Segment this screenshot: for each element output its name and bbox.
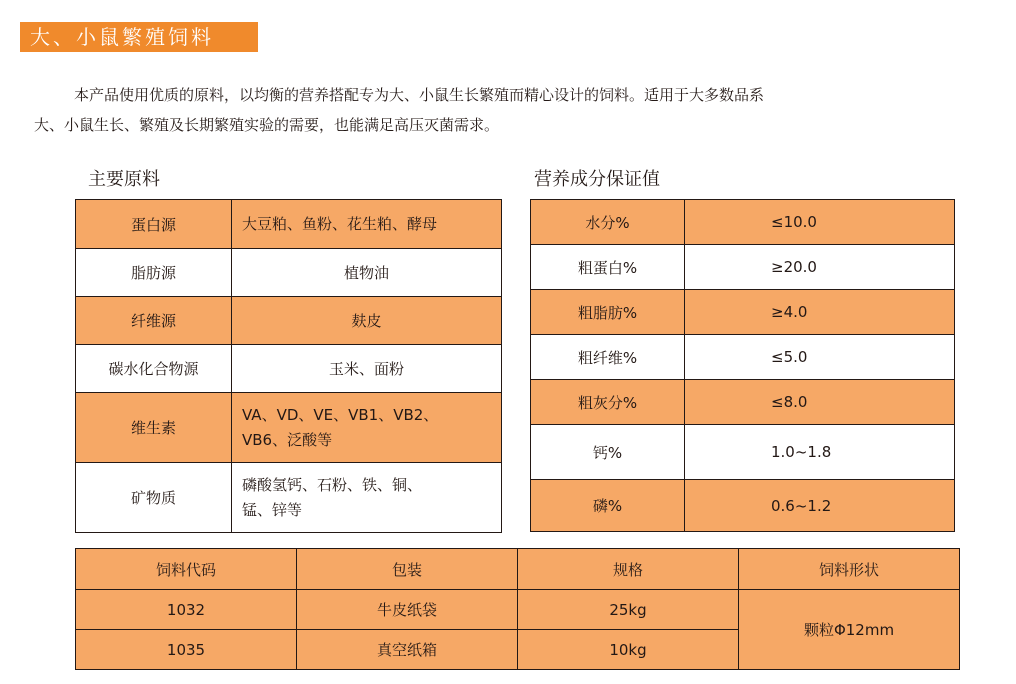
- feed-code: 1035: [76, 630, 297, 670]
- ingredient-value: VA、VD、VE、VB1、VB2、 VB6、泛酸等: [232, 393, 502, 463]
- nutrition-heading: 营养成分保证值: [534, 169, 660, 190]
- table-row: [76, 590, 960, 630]
- specs-table: [75, 548, 960, 670]
- table-row: [76, 393, 502, 463]
- ingredient-value: 麸皮: [232, 297, 502, 345]
- table-row: [531, 200, 955, 245]
- table-row: [531, 245, 955, 290]
- ingredient-name: 维生素: [76, 393, 232, 463]
- package-type: 真空纸箱: [297, 630, 518, 670]
- nutrient-value: ≤10.0: [685, 200, 955, 245]
- nutrient-name: 粗脂肪%: [531, 290, 685, 335]
- nutrient-value: 1.0~1.8: [685, 425, 955, 480]
- header-shape: 饲料形状: [739, 549, 960, 590]
- table-row: [76, 463, 502, 533]
- table-header-row: [76, 549, 960, 590]
- ingredient-name: 纤维源: [76, 297, 232, 345]
- header-code: 饲料代码: [76, 549, 297, 590]
- table-row: [76, 297, 502, 345]
- nutrient-name: 粗纤维%: [531, 335, 685, 380]
- ingredient-value: 植物油: [232, 249, 502, 297]
- nutrient-name: 粗蛋白%: [531, 245, 685, 290]
- ingredient-value: 大豆粕、鱼粉、花生粕、酵母: [232, 200, 502, 249]
- nutrient-value: ≥4.0: [685, 290, 955, 335]
- ingredients-table: [75, 199, 502, 533]
- package-size: 10kg: [518, 630, 739, 670]
- ingredient-name: 碳水化合物源: [76, 345, 232, 393]
- header-package: 包装: [297, 549, 518, 590]
- ingredients-heading: 主要原料: [88, 169, 160, 190]
- ingredient-name: 矿物质: [76, 463, 232, 533]
- nutrient-name: 水分%: [531, 200, 685, 245]
- feed-code: 1032: [76, 590, 297, 630]
- header-size: 规格: [518, 549, 739, 590]
- nutrient-value: 0.6~1.2: [685, 480, 955, 532]
- nutrient-value: ≥20.0: [685, 245, 955, 290]
- nutrient-name: 磷%: [531, 480, 685, 532]
- ingredient-value: 磷酸氢钙、石粉、铁、铜、 锰、锌等: [232, 463, 502, 533]
- page-title: 大、小鼠繁殖饲料: [20, 22, 258, 52]
- intro-line-1: 本产品使用优质的原料，以均衡的营养搭配专为大、小鼠生长繁殖而精心设计的饲料。适用于大多数品系: [74, 86, 765, 104]
- ingredient-name: 蛋白源: [76, 200, 232, 249]
- table-row: [531, 335, 955, 380]
- ingredient-value: 玉米、面粉: [232, 345, 502, 393]
- table-row: [531, 290, 955, 335]
- table-row: [76, 249, 502, 297]
- feed-shape: 颗粒Φ12mm: [739, 590, 960, 670]
- table-row: [76, 200, 502, 249]
- table-row: [531, 425, 955, 480]
- nutrient-name: 粗灰分%: [531, 380, 685, 425]
- nutrient-name: 钙%: [531, 425, 685, 480]
- package-size: 25kg: [518, 590, 739, 630]
- table-row: [531, 380, 955, 425]
- nutrition-table: [530, 199, 955, 532]
- package-type: 牛皮纸袋: [297, 590, 518, 630]
- nutrient-value: ≤8.0: [685, 380, 955, 425]
- table-row: [76, 345, 502, 393]
- ingredient-name: 脂肪源: [76, 249, 232, 297]
- table-row: [531, 480, 955, 532]
- nutrient-value: ≤5.0: [685, 335, 955, 380]
- intro-line-2: 大、小鼠生长、繁殖及长期繁殖实验的需要，也能满足高压灭菌需求。: [34, 116, 500, 134]
- intro-paragraph: [34, 80, 994, 140]
